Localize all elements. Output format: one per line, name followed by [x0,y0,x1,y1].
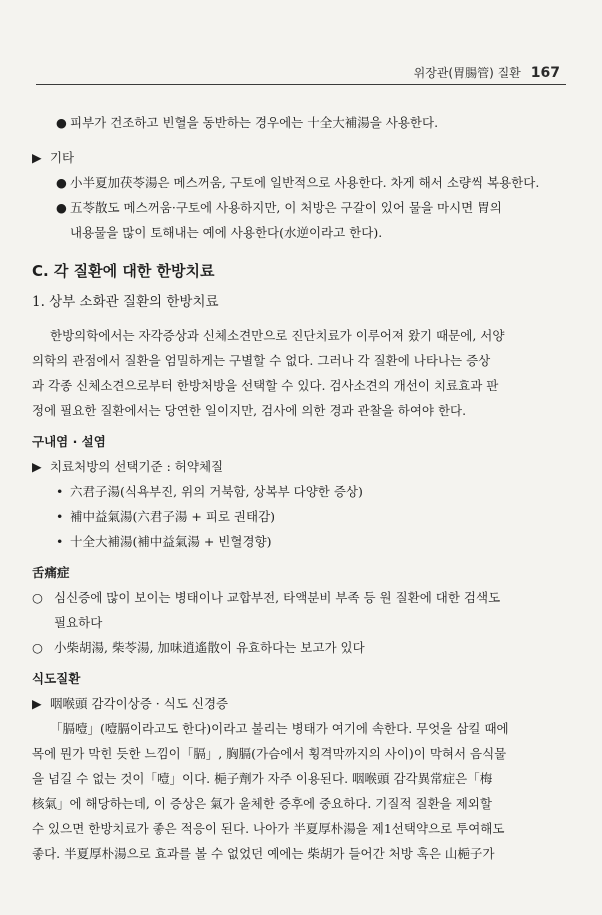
bullet-dot-icon: • [56,484,64,499]
intro-bullet: ● 피부가 건조하고 빈혈을 동반하는 경우에는 十全大補湯을 사용한다. [32,110,570,135]
paragraph-line: 을 넘길 수 없는 것이「噎」이다. 梔子劑가 자주 이용된다. 咽喉頭 감각異常症은「梅 [32,771,493,786]
page-header [0,0,602,84]
circle-marker-icon: ○ [32,590,43,605]
header-rule [36,84,566,85]
list-item: ○ 小柴胡湯, 柴苓湯, 加味逍遙散이 유효하다는 보고가 있다 [32,635,570,660]
list-item-continuation: 필요하다 [54,615,103,630]
criteria-line: ▶ 치료처방의 선택기준 : 허약체질 [32,454,570,479]
esophagus-heading: 식도질환 [32,671,81,686]
bullet-dot-icon: ● [56,115,67,130]
paragraph-line: 의학의 관점에서 질환을 엄밀하게는 구별할 수 없다. 그러나 각 질환에 나타나는 증상 [32,353,491,368]
paragraph-line: 정에 필요한 질환에서는 당연한 일이지만, 검사에 의한 경과 관찰을 하여야 한다. [32,403,467,418]
subsection-title: 1. 상부 소화관 질환의 한방치료 [32,294,219,310]
list-item: • 補中益氣湯(六君子湯 + 피로 권태감) [32,504,570,529]
paragraph-line: 과 각종 신체소견으로부터 한방처방을 선택할 수 있다. 검사소견의 개선이 치료효과 판 [32,378,499,393]
paragraph-line: 한방의학에서는 자각증상과 신체소견만으로 진단치료가 이루어져 왔기 때문에, 서양 [50,328,505,343]
circle-marker-icon: ○ [32,640,43,655]
page-number: 167 [530,65,560,81]
esophagus-subheading: ▶ 咽喉頭 감각이상증 · 식도 신경증 [32,691,570,716]
bullet-dot-icon: • [56,509,64,524]
list-item: • 六君子湯(식욕부진, 위의 거북함, 상복부 다양한 증상) [32,479,570,504]
list-item: ○ 심신증에 많이 보이는 병태이나 교합부전, 타액분비 부족 등 원 질환에 대한 검색도 [32,585,570,610]
glossalgia-heading: 舌痛症 [32,565,70,580]
triangle-marker-icon: ▶ [32,696,42,711]
triangle-marker-icon: ▶ [32,459,42,474]
bullet-dot-icon: ● [56,200,67,215]
list-item: • 十全大補湯(補中益氣湯 + 빈혈경향) [32,529,570,554]
list-item: ● 小半夏加茯苓湯은 메스꺼움, 구토에 일반적으로 사용한다. 차게 해서 소량씩 복용한다. [32,170,570,195]
paragraph-line: 核氣」에 해당하는데, 이 증상은 氣가 울체한 증후에 중요하다. 기질적 질환을 제외할 [32,796,492,811]
list-item: ● 五苓散도 메스꺼움·구토에 사용하지만, 이 처방은 구갈이 있어 물을 마시면 胃의 [32,195,570,220]
bullet-dot-icon: ● [56,175,67,190]
bullet-dot-icon: • [56,534,64,549]
etc-label: ▶ 기타 [32,145,570,170]
paragraph-line: 좋다. 半夏厚朴湯으로 효과를 볼 수 없었던 예에는 柴胡가 들어간 처방 혹은 山梔子가 [32,846,495,861]
running-header [414,64,560,81]
list-item-continuation: 내용물을 많이 토해내는 예에 사용한다(水逆이라고 한다). [70,225,383,240]
page-body [32,110,570,866]
paragraph-line: 목에 뭔가 막힌 듯한 느낌이「膈」, 胸膈(가슴에서 횡격막까지의 사이)이 막혀서 음식물 [32,746,507,761]
paragraph-line: 수 있으면 한방치료가 좋은 적응이 된다. 나아가 半夏厚朴湯을 제1선택약으로 투여해도 [32,821,505,836]
running-title: 위장관(胃腸管) 질환 [413,66,521,80]
section-title: C. 각 질환에 대한 한방치료 [32,262,215,280]
paragraph-line: 「膈噎」(噎膈이라고도 한다)이라고 불리는 병태가 여기에 속한다. 무엇을 삼킬 때에 [50,721,509,736]
stomatitis-heading: 구내염 · 설염 [32,434,106,449]
triangle-marker-icon: ▶ [32,150,42,165]
